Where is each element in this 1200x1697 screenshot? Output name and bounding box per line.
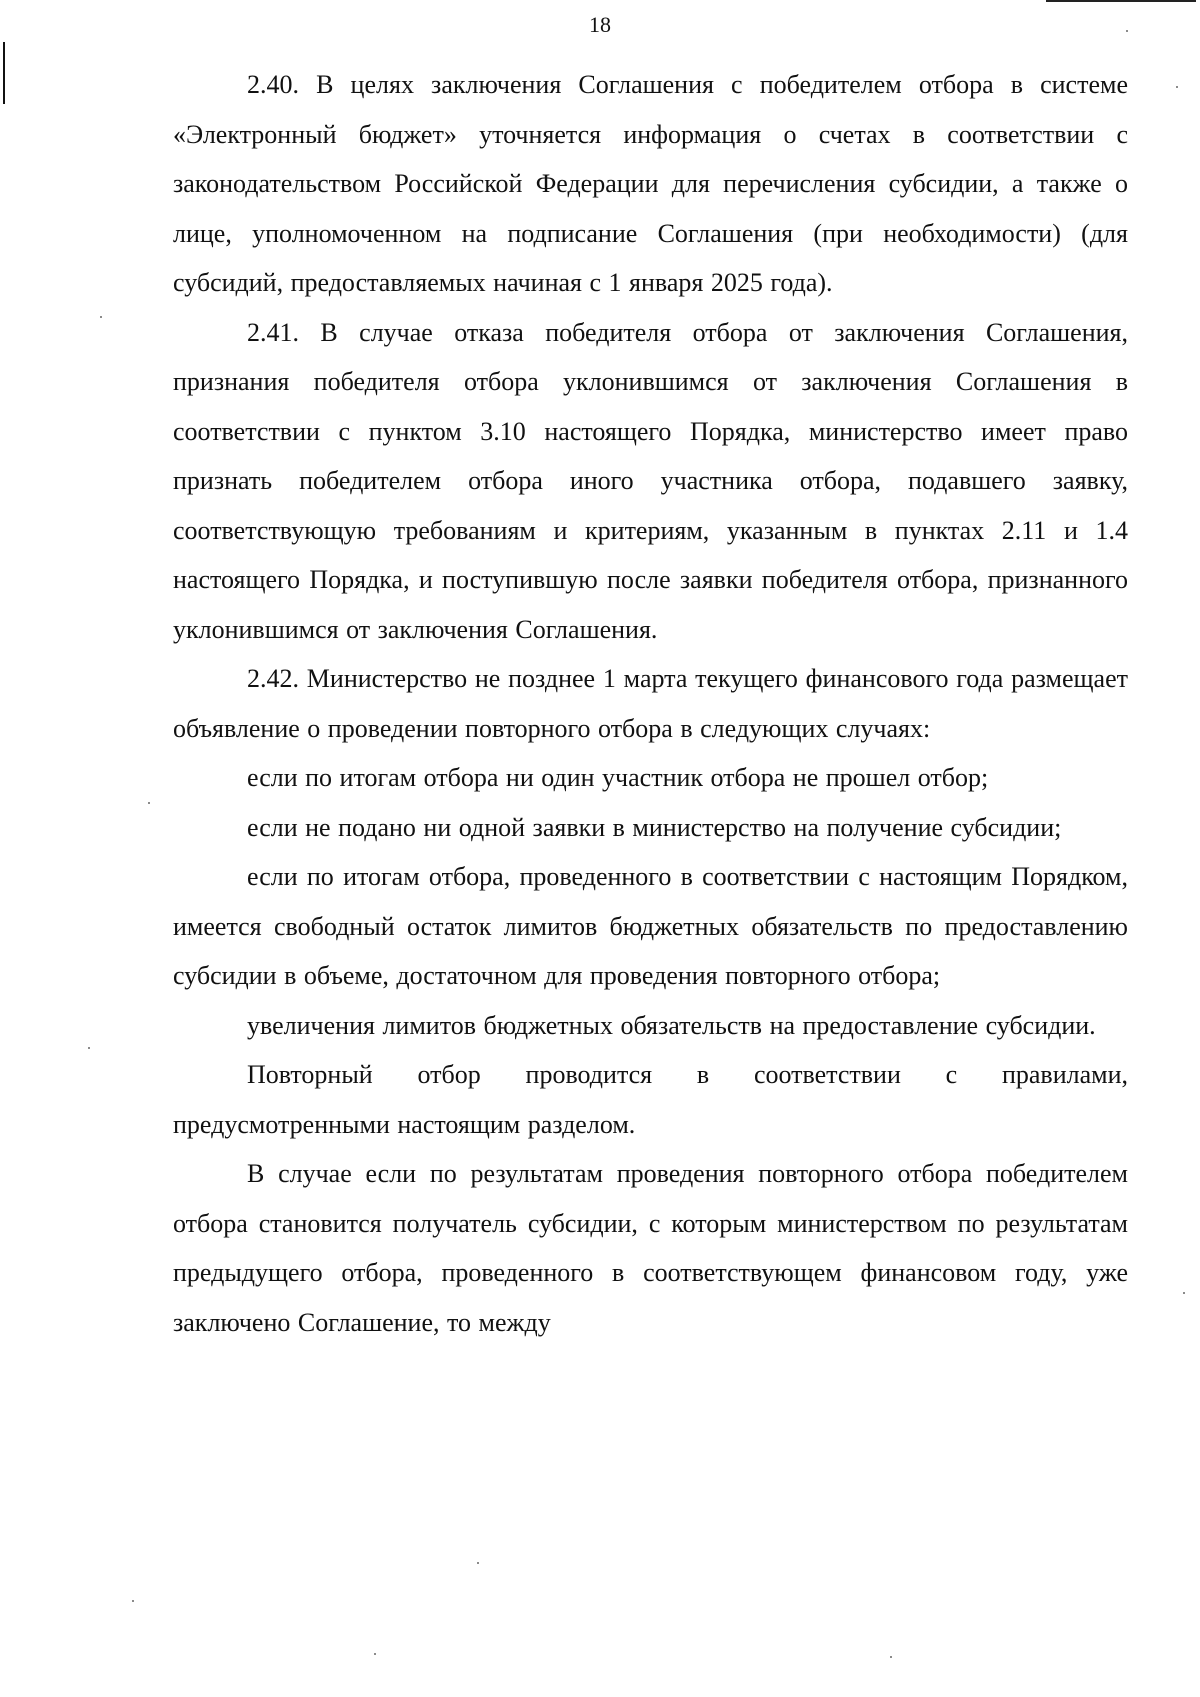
document-body	[173, 60, 1128, 1347]
list-item-free-balance: если по итогам отбора, проведенного в соответствии с настоящим Порядком, имеется свободный остаток лимитов бюджетных обязательств по предоставлению субсидии в объеме, достаточном для проведения повторного отбора;	[173, 862, 1128, 990]
paragraph-2-42: 2.42. Министерство не позднее 1 марта текущего финансового года размещает объявление о проведении повторного отбора в следующих случаях:	[173, 664, 1128, 743]
scan-speck	[1126, 30, 1128, 32]
margin-scan-mark	[3, 42, 5, 104]
paragraph-repeat-selection-rules: Повторный отбор проводится в соответствии с правилами, предусмотренными настоящим разделом.	[173, 1060, 1128, 1139]
scan-speck	[100, 316, 102, 318]
scan-speck	[1183, 1292, 1185, 1294]
paragraph-repeat-selection-winner: В случае если по результатам проведения повторного отбора победителем отбора становится получатель субсидии, с которым министерством по результатам предыдущего отбора, проведенного в соответствующем финансовом году, уже заключено Соглашение, то между	[173, 1159, 1128, 1337]
page-number: 18	[589, 12, 611, 37]
list-item-limits-increase: увеличения лимитов бюджетных обязательств на предоставление субсидии.	[247, 1010, 1096, 1040]
scan-speck	[132, 1600, 134, 1602]
scan-speck	[88, 1047, 90, 1049]
scan-speck	[148, 802, 150, 804]
paragraph-2-41: 2.41. В случае отказа победителя отбора от заключения Соглашения, признания победителя отбора уклонившимся от заключения Соглашения в соответствии с пунктом 3.10 настоящего Порядка, министерство имеет право признать победителем отбора иного участника отбора, подавшего заявку, соответствующую требованиям и критериям, указанным в пунктах 2.11 и 1.4 настоящего Порядка, и поступившую после заявки победителя отбора, признанного уклонившимся от заключения Соглашения.	[173, 317, 1128, 644]
paragraph-2-40: 2.40. В целях заключения Соглашения с победителем отбора в системе «Электронный бюджет» уточняется информация о счетах в соответствии с законодательством Российской Федерации для перечисления субсидии, а также о лице, уполномоченном на подписание Соглашения (при необходимости) (для субсидий, предоставляемых начиная с 1 января 2025 года).	[173, 70, 1128, 297]
scan-speck	[1176, 86, 1178, 88]
scan-speck	[477, 1562, 479, 1564]
scan-speck	[890, 1656, 892, 1658]
list-item-no-participant-passed: если по итогам отбора ни один участник отбора не прошел отбор;	[247, 763, 989, 792]
scan-speck	[374, 1653, 376, 1655]
top-edge-rule	[1046, 0, 1196, 2]
list-item-no-applications: если не подано ни одной заявки в министерство на получение субсидии;	[247, 812, 1062, 842]
